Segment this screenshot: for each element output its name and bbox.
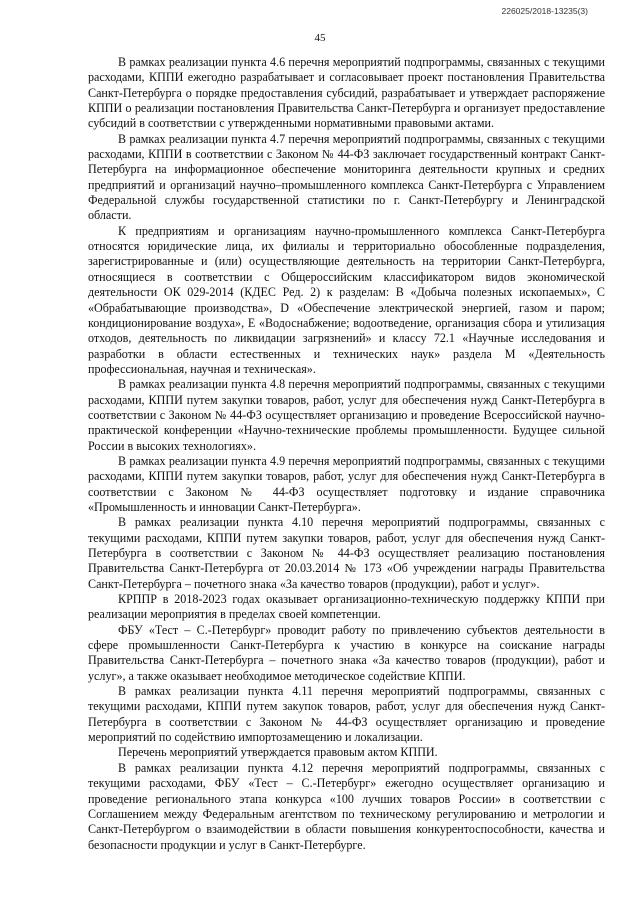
paragraph-item-4-7: В рамках реализации пункта 4.7 перечня мероприятий подпрограммы, связанных с текущими расходами, КППИ в соответствии с Законом № 44-ФЗ заключает государственный контракт Санкт-Петербурга на информационное обеспечение мониторинга деятельности крупных и средних предприятий и организаций научно–промышленного комплекса Санкт-Петербурга с Управлением Федеральной службы государственной статистики по г. Санкт-Петербургу и Ленинградской области. [88,131,605,223]
paragraph-item-4-8: В рамках реализации пункта 4.8 перечня мероприятий подпрограммы, связанных с текущими расходами, КППИ путем закупки товаров, работ, услуг для обеспечения нужд Санкт-Петербурга в соответствии с Законом № 44-ФЗ осуществляет организацию и проведение Всероссийской научно-практической конференции «Научно-технические проблемы промышленности. Будущее сильной России в высоких технологиях». [88,377,605,453]
document-registration-number: 226025/2018-13235(3) [501,6,588,16]
document-body [88,55,605,853]
paragraph-item-4-9: В рамках реализации пункта 4.9 перечня мероприятий подпрограммы, связанных с текущими расходами, КППИ путем закупки товаров, работ, услуг для обеспечения нужд Санкт-Петербурга в соответствии с Законом № 44-ФЗ осуществляет подготовку и издание справочника «Промышленность и инновации Санкт-Петербурга». [88,453,605,514]
paragraph-item-4-11: В рамках реализации пункта 4.11 перечня мероприятий подпрограммы, связанных с текущими расходами, КППИ путем закупок товаров, работ, услуг для обеспечения нужд Санкт-Петербурга в соответствии с Законом № 44-ФЗ осуществляет организацию и проведение мероприятий по содействию импортозамещению и локализации. [88,684,605,745]
paragraph-krppr-support: КРППР в 2018-2023 годах оказывает организационно-техническую поддержку КППИ при реализации мероприятия в пределах своей компетенции. [88,592,605,622]
paragraph-fbu-test: ФБУ «Тест – С.-Петербург» проводит работу по привлечению субъектов деятельности в сфере промышленности Санкт-Петербурга к участию в конкурсе на соискание награды Правительства Санкт-Петербурга – почетного знака «За качество товаров (продукции), работ и услуг», а также оказывает необходимое методическое содействие КППИ. [88,622,605,683]
paragraph-enterprises-definition: К предприятиям и организациям научно-промышленного комплекса Санкт-Петербурга относятся юридические лица, их филиалы и территориально обособленные подразделения, зарегистрированные и (или) осуществляющие деятельность на территории Санкт-Петербурга, относящиеся в соответствии с Общероссийским классификатором видов экономической деятельности ОК 029-2014 (КДЕС Ред. 2) к разделам: В «Добыча полезных ископаемых», С «Обрабатывающие производства», D «Обеспечение электрической энергией, газом и паром; кондиционирование воздуха», Е «Водоснабжение; водоотведение, организация сбора и утилизация отходов, деятельность по ликвидации загрязнений» и классу 72.1 «Научные исследования и разработки в области естественных и технических наук» раздела М «Деятельность профессиональная, научная и техническая». [88,223,605,376]
paragraph-events-list: Перечень мероприятий утверждается правовым актом КППИ. [118,745,438,760]
paragraph-item-4-10: В рамках реализации пункта 4.10 перечня мероприятий подпрограммы, связанных с текущими расходами, КППИ путем закупки товаров, работ, услуг для обеспечения нужд Санкт-Петербурга в соответствии с Законом № 44-ФЗ осуществляет реализацию постановления Правительства Санкт-Петербурга от 20.03.2014 № 173 «Об учреждении награды Правительства Санкт-Петербурга – почетного знака «За качество товаров (продукции), работ и услуг». [88,515,605,591]
paragraph-item-4-6: В рамках реализации пункта 4.6 перечня мероприятий подпрограммы, связанных с текущими расходами, КППИ ежегодно разрабатывает и согласовывает проект постановления Правительства Санкт-Петербурга о порядке предоставления субсидий, разрабатывает и утверждает распоряжение КППИ о реализации постановления Правительства Санкт-Петербурга и организует предоставление субсидий в соответствии с утвержденными нормативными правовыми актами. [88,55,605,131]
paragraph-item-4-12: В рамках реализации пункта 4.12 перечня мероприятий подпрограммы, связанных с текущими расходами, ФБУ «Тест – С.-Петербург» ежегодно осуществляет организацию и проведение регионального этапа конкурса «100 лучших товаров России» в соответствии с Соглашением между Федеральным агентством по техническому регулированию и метрологии и Санкт-Петербургом о взаимодействии в области повышения конкурентоспособности, качества и безопасности продукции и услуг в Санкт-Петербурге. [88,760,605,852]
page-number: 45 [314,32,326,44]
